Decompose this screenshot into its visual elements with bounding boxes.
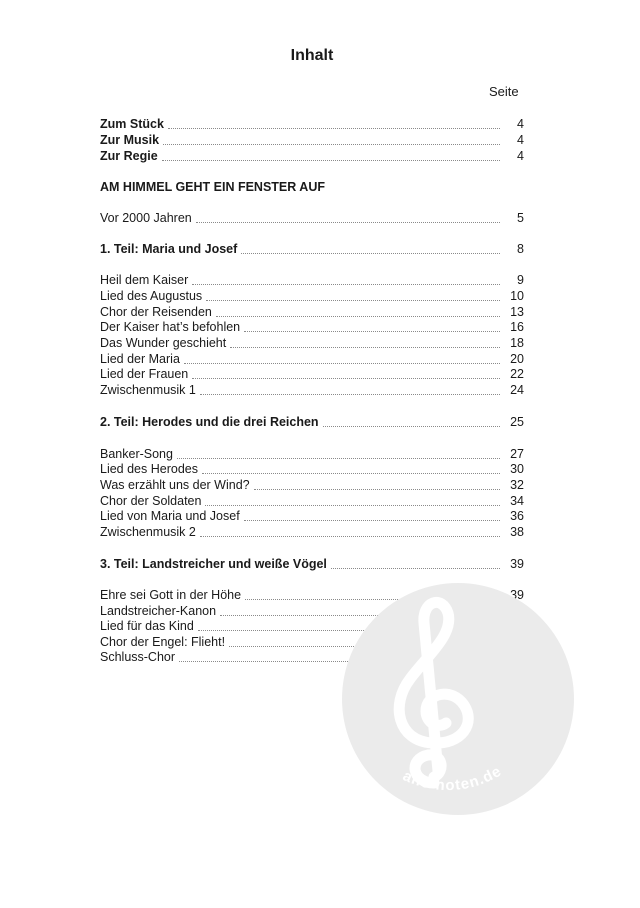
dot-leader [205,505,500,506]
toc-part-page: 39 [510,557,524,571]
page-title: Inhalt [290,47,334,64]
toc-entry-label: Zum Stück [100,116,168,132]
toc-entry-label: Das Wunder geschieht [100,335,230,351]
toc-entry-label: Lied von Maria und Josef [100,508,244,524]
toc-entry-page: 32 [510,478,524,492]
toc-part-label: 3. Teil: Landstreicher und weiße Vögel [100,556,331,572]
toc-entry[interactable] [100,508,524,524]
toc-entry-label: Heil dem Kaiser [100,272,192,288]
toc-entry-page: 4 [517,117,524,131]
toc-entry[interactable] [100,288,524,304]
dot-leader [200,536,500,537]
toc-entry[interactable] [100,461,524,477]
toc-entry[interactable] [100,524,524,540]
toc-entry[interactable] [100,382,524,398]
toc-entry-label: Zwischenmusik 1 [100,382,200,398]
toc-entry-label: Lied des Herodes [100,461,202,477]
toc-entry-page: 20 [510,352,524,366]
dot-leader [202,473,500,474]
toc-entry-page: 22 [510,367,524,381]
toc-part-3[interactable] [100,556,524,572]
toc-entry-label: Was erzählt uns der Wind? [100,477,254,493]
toc-entry-label: Zwischenmusik 2 [100,524,200,540]
toc-entry[interactable] [100,304,524,320]
toc-entry-page: 30 [510,462,524,476]
dot-leader [323,426,500,427]
toc-entry-page: 39 [510,588,524,602]
toc-entry[interactable] [100,272,524,288]
toc-part-label: 1. Teil: Maria und Josef [100,241,241,257]
toc-entry-label: Lied der Frauen [100,366,192,382]
toc-entry-zur-musik[interactable] [100,132,524,148]
toc-entry-page: 10 [510,289,524,303]
toc-entry[interactable] [100,351,524,367]
toc-entry-page: 13 [510,305,524,319]
toc-entry-label: Landstreicher-Kanon [100,603,220,619]
dot-leader [331,568,500,569]
toc-entry-page: 36 [510,509,524,523]
dot-leader [241,253,500,254]
toc-entry-label: Chor der Reisenden [100,304,216,320]
dot-leader [177,458,500,459]
toc-entry-page: 24 [510,383,524,397]
toc-entry-page: 9 [517,273,524,287]
dot-leader [216,316,500,317]
toc-entry-page: 4 [517,149,524,163]
dot-leader [184,363,500,364]
toc-entry-label: Lied des Augustus [100,288,206,304]
toc-part-label: 2. Teil: Herodes und die drei Reichen [100,414,323,430]
toc-entry[interactable] [100,493,524,509]
toc-part-page: 8 [517,242,524,256]
toc-entry-page: 18 [510,336,524,350]
toc-entry[interactable] [100,446,524,462]
dot-leader [244,331,500,332]
toc-entry-label: Lied der Maria [100,351,184,367]
toc-part-2[interactable] [100,414,524,430]
toc-entry-page: 27 [510,447,524,461]
dot-leader [192,378,500,379]
toc-entry-page: 16 [510,320,524,334]
dot-leader [196,222,500,223]
toc-entry-label: Lied für das Kind [100,618,198,634]
toc-entry-label: Chor der Soldaten [100,493,205,509]
dot-leader [192,284,500,285]
toc-entry-label: Chor der Engel: Flieht! [100,634,229,650]
toc-entry-zum-stueck[interactable] [100,116,524,132]
toc-entry-label: Schluss-Chor [100,649,179,665]
dot-leader [244,520,500,521]
toc-entry-label: Der Kaiser hat’s befohlen [100,319,244,335]
dot-leader [254,489,500,490]
toc-entry[interactable] [100,366,524,382]
main-heading: AM HIMMEL GEHT EIN FENSTER AUF [100,180,325,194]
dot-leader [163,144,500,145]
dot-leader [206,300,500,301]
toc-entry[interactable] [100,477,524,493]
dot-leader [162,160,500,161]
toc-entry-label: Zur Regie [100,148,162,164]
toc-part-1[interactable] [100,241,524,257]
toc-entry-page: 38 [510,525,524,539]
toc-entry-zur-regie[interactable] [100,148,524,164]
toc-entry[interactable] [100,319,524,335]
page-column-label: Seite [489,84,519,99]
toc-entry[interactable] [100,335,524,351]
dot-leader [168,128,500,129]
toc-entry-label: Zur Musik [100,132,163,148]
dot-leader [230,347,500,348]
toc-entry-prologue[interactable] [100,210,524,226]
toc-part-page: 25 [510,415,524,429]
watermark-text: alle-noten.de [400,762,505,795]
watermark [342,583,574,815]
toc-entry-page: 34 [510,494,524,508]
toc-entry-label: Banker-Song [100,446,177,462]
toc-entry-page: 4 [517,133,524,147]
dot-leader [200,394,500,395]
toc-entry-page: 5 [517,211,524,225]
toc-entry-label: Ehre sei Gott in der Höhe [100,587,245,603]
toc-entry-label: Vor 2000 Jahren [100,210,196,226]
